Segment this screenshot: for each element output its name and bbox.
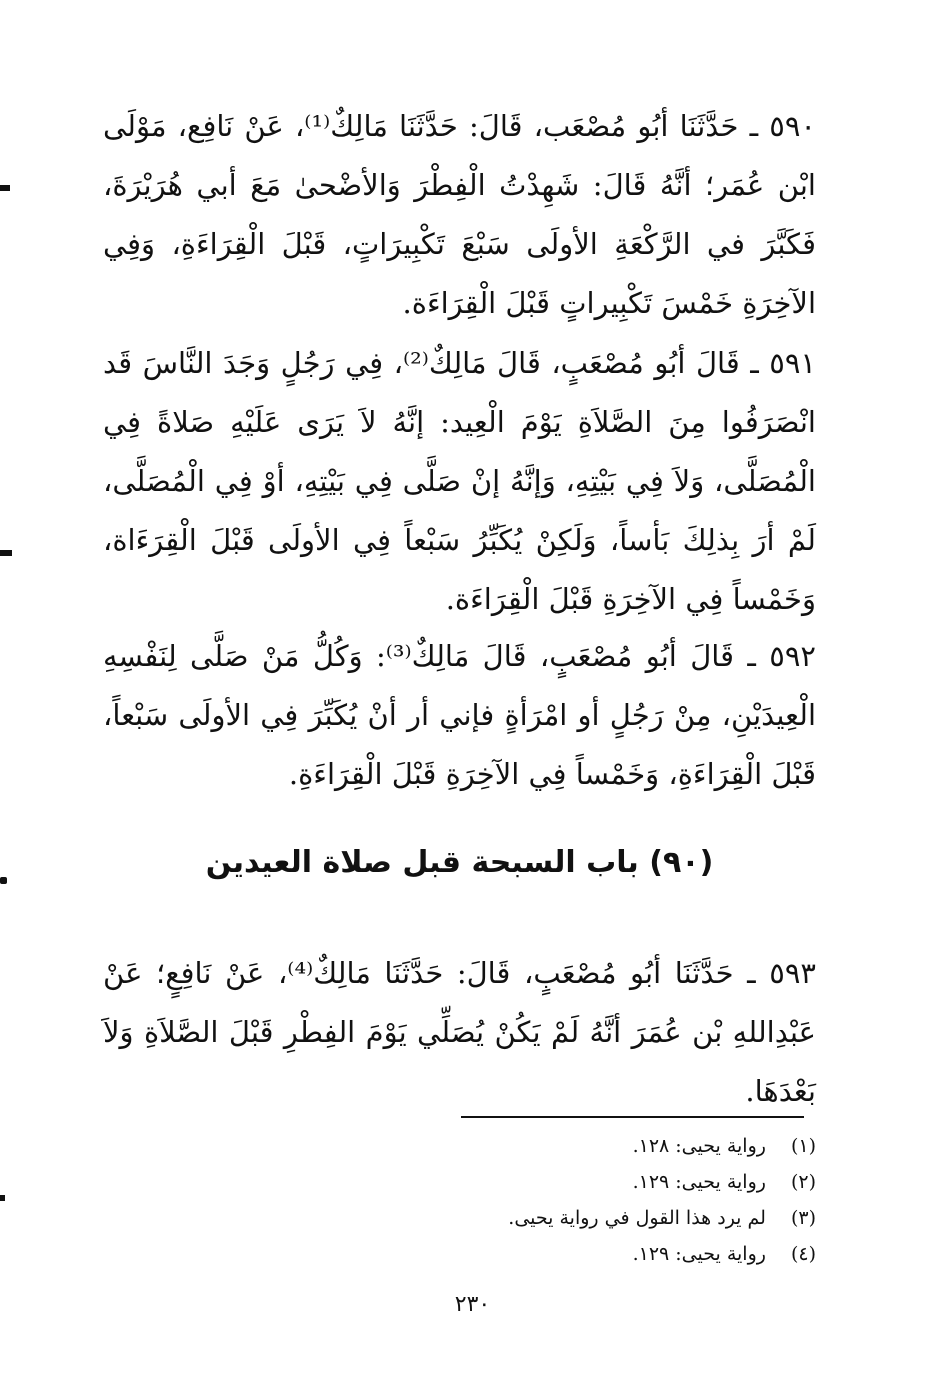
footnote-number: (٤) bbox=[790, 1243, 816, 1265]
chapter-title: (٩٠) باب السبحة قبل صلاة العيدين bbox=[205, 845, 714, 880]
scan-margin-mark bbox=[0, 1195, 5, 1201]
footnotes bbox=[103, 1128, 816, 1272]
footnote-text: لم يرد هذا القول في رواية يحيى. bbox=[508, 1207, 766, 1229]
footnote bbox=[103, 1128, 816, 1164]
hadith-block-591 bbox=[103, 334, 816, 629]
scan-margin-mark bbox=[0, 185, 10, 191]
footnote-number: (١) bbox=[790, 1135, 816, 1157]
hadith-block-590 bbox=[103, 97, 816, 333]
footnote-text: رواية يحيى: ١٢٨. bbox=[632, 1135, 766, 1157]
footnote bbox=[103, 1164, 816, 1200]
footnote-text: رواية يحيى: ١٢٩. bbox=[632, 1243, 766, 1265]
hadith-paragraph: ٥٩٣ ـ حَدَّثَنَا أبُو مُصْعَبٍ، قَالَ: حَدَّثَنَا مَالِكٌ⁽⁴⁾، عَنْ نَافِعٍ؛ عَنْ عَبْدِاللهِ بْن عُمَرَ أنَّهُ لَمْ يَكُنْ يُصَلِّي يَوْمَ الفِطْرِ قَبْلَ الصَّلاَةِ وَلاَ بَعْدَهَا. bbox=[103, 956, 816, 1108]
footnote-text: رواية يحيى: ١٢٩. bbox=[632, 1171, 766, 1193]
footnote-divider bbox=[461, 1116, 804, 1118]
hadith-paragraph: ٥٩٢ ـ قَالَ أبُو مُصْعَبٍ، قَالَ مَالِكٌ⁽³⁾: وَكُلُّ مَنْ صَلَّى لِنَفْسِهِ الْعِيدَيْنِ، مِنْ رَجُلٍ أو امْرَأةٍ فإني أر أنْ يُكَبِّرَ فِي الأولَى سَبْعاً، قَبْلَ الْقِرَاءَةِ، وَخَمْساً فِي الآخِرَةِ قَبْلَ الْقِرَاءَةِ. bbox=[103, 639, 816, 791]
hadith-paragraph: ٥٩٠ ـ حَدَّثَنَا أبُو مُصْعَب، قَالَ: حَدَّثَنَا مَالِكٌ⁽¹⁾، عَنْ نَافِع، مَوْلَى ابْن عُمَر؛ أنَّهُ قَالَ: شَهِدْتُ الْفِطْرَ وَالأضْحىٰ مَعَ أبي هُرَيْرَةَ، فَكَبَّرَ في الرَّكْعَةِ الأولَى سَبْعَ تَكْبِيرَاتٍ، قَبْلَ الْقِرَاءَةِ، وَفِي الآخِرَةِ خَمْسَ تَكْبِيراتٍ قَبْلَ الْقِرَاءَة. bbox=[103, 109, 816, 320]
scan-margin-mark bbox=[0, 550, 12, 556]
footnote bbox=[103, 1200, 816, 1236]
footnote-number: (٣) bbox=[790, 1207, 816, 1229]
hadith-block-593 bbox=[103, 944, 816, 1121]
page-number: ٢٣٠ bbox=[454, 1292, 491, 1317]
footnote bbox=[103, 1236, 816, 1272]
hadith-block-592 bbox=[103, 627, 816, 804]
scan-margin-mark bbox=[0, 877, 7, 884]
footnote-number: (٢) bbox=[790, 1171, 816, 1193]
hadith-paragraph: ٥٩١ ـ قَالَ أبُو مُصْعَبٍ، قَالَ مَالِكٌ⁽²⁾، فِي رَجُلٍ وَجَدَ النَّاسَ قَد انْصَرَفُوا مِنَ الصَّلاَةِ يَوْمَ الْعِيد: إنَّهُ لاَ يَرَى عَلَيْهِ صَلاةً فِي الْمُصَلَّى، وَلاَ فِي بَيْتِهِ، وَإنَّهُ إنْ صَلَّى فِي بَيْتِهِ، أوْ فِي الْمُصَلَّى، لَمْ أرَ بِذلِكَ بَأساً، وَلَكِنْ يُكَبِّرُ سَبْعاً فِي الأولَى قَبْلَ الْقِرَءَاة، وَخَمْساً فِي الآخِرَةِ قَبْلَ الْقِرَاءَة. bbox=[103, 346, 816, 616]
